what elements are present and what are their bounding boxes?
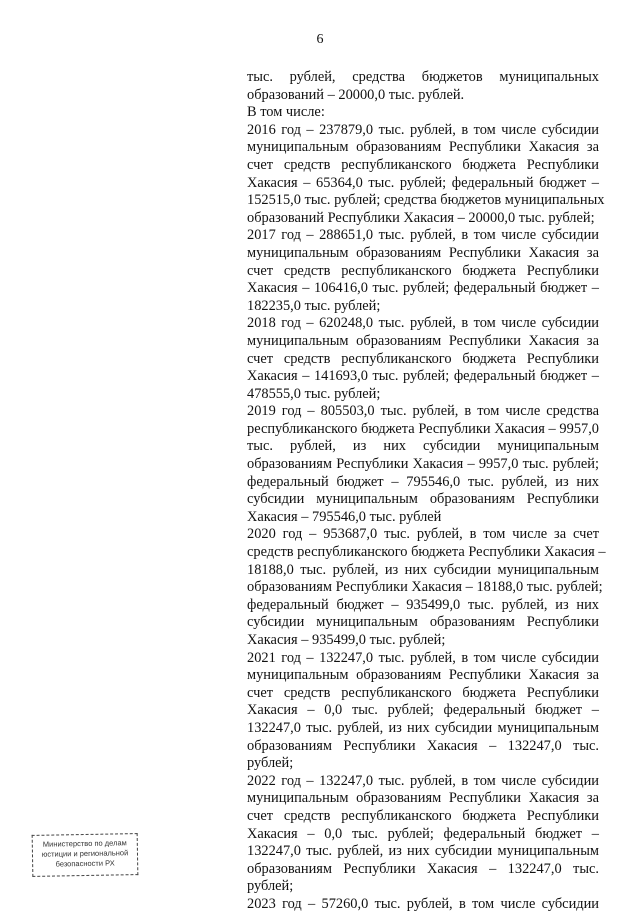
text-line: 2023 год – 57260,0 тыс. рублей, в том числе субсидии <box>247 895 599 912</box>
stamp-line: юстиции и региональной <box>41 848 129 859</box>
text-line: образованиям Республики Хакасия – 9957,0 тыс. рублей; <box>247 456 599 473</box>
registration-stamp <box>32 833 139 877</box>
text-line: 182235,0 тыс. рублей; <box>247 297 381 314</box>
text-line: муниципальным образованиям Республики Хакасия за <box>247 667 599 684</box>
document-body <box>247 69 606 914</box>
text-line: средств республиканского бюджета Республики Хакасия – <box>247 544 606 561</box>
text-line: тыс. рублей, средства бюджетов муниципальных <box>247 69 599 85</box>
text-line: тыс. рублей, из них субсидии муниципальным <box>247 438 599 455</box>
text-line: 2018 год – 620248,0 тыс. рублей, в том числе субсидии <box>247 315 599 332</box>
stamp-line: безопасности РХ <box>55 858 115 869</box>
text-line: муниципальным образованиям Республики Хакасия за <box>247 244 599 261</box>
text-line: муниципальным образованиям Республики Хакасия за <box>247 790 599 807</box>
text-line: Хакасия – 141693,0 тыс. рублей; федеральный бюджет – <box>247 368 599 385</box>
text-line: 2022 год – 132247,0 тыс. рублей, в том числе субсидии <box>247 772 599 789</box>
text-line: Хакасия – 106416,0 тыс. рублей; федеральный бюджет – <box>247 280 599 297</box>
text-line: образованиям Республики Хакасия – 132247,0 тыс. <box>247 860 599 877</box>
text-line: 2020 год – 953687,0 тыс. рублей, в том числе за счет <box>247 526 599 543</box>
text-line: 132247,0 тыс. рублей, из них субсидии муниципальным <box>247 843 599 860</box>
text-line: 2019 год – 805503,0 тыс. рублей, в том числе средства <box>247 403 599 420</box>
text-line: республиканского бюджета Республики Хакасия – 9957,0 <box>247 420 599 437</box>
text-line: счет средств республиканского бюджета Республики <box>247 807 599 824</box>
text-line: 18188,0 тыс. рублей, из них субсидии муниципальным <box>247 561 599 578</box>
text-line: образованиям Республики Хакасия – 18188,0 тыс. рублей; <box>247 579 603 596</box>
text-line: рублей; <box>247 755 294 772</box>
text-line: Хакасия – 65364,0 тыс. рублей; федеральный бюджет – <box>247 174 599 191</box>
text-line: субсидии муниципальным образованиям Республики <box>247 614 599 631</box>
text-line: образованиям Республики Хакасия – 132247,0 тыс. <box>247 737 599 754</box>
text-line: 152515,0 тыс. рублей; средства бюджетов муниципальных <box>247 192 605 209</box>
text-line: счет средств республиканского бюджета Республики <box>247 156 599 173</box>
text-line: счет средств республиканского бюджета Республики <box>247 262 599 279</box>
text-line: муниципальным образованиям Республики Хакасия за <box>247 139 599 156</box>
text-line: образований Республики Хакасия – 20000,0 тыс. рублей; <box>247 209 595 226</box>
text-line: 2016 год – 237879,0 тыс. рублей, в том числе субсидии <box>247 121 599 138</box>
text-line: В том числе: <box>247 104 325 121</box>
text-line: счет средств республиканского бюджета Республики <box>247 350 599 367</box>
text-line: 478555,0 тыс. рублей; <box>247 385 381 402</box>
text-line: федеральный бюджет – 935499,0 тыс. рублей, из них <box>247 596 599 613</box>
stamp-line: Министерство по делам <box>42 838 127 849</box>
text-line: Хакасия – 795546,0 тыс. рублей <box>247 508 442 525</box>
text-line: субсидии муниципальным образованиям Республики <box>247 491 599 508</box>
text-line: счет средств республиканского бюджета Республики <box>247 684 599 701</box>
text-line: федеральный бюджет – 795546,0 тыс. рублей, из них <box>247 473 599 490</box>
text-line: Хакасия – 935499,0 тыс. рублей; <box>247 632 446 648</box>
text-line: Хакасия – 0,0 тыс. рублей; федеральный бюджет – <box>247 702 599 719</box>
text-line: рублей; <box>247 878 294 895</box>
page-number: 6 <box>316 32 324 47</box>
text-line: 2021 год – 132247,0 тыс. рублей, в том числе субсидии <box>247 649 599 666</box>
text-line: 2017 год – 288651,0 тыс. рублей, в том числе субсидии <box>247 227 599 244</box>
text-line: образований – 20000,0 тыс. рублей. <box>247 86 465 103</box>
text-line: 132247,0 тыс. рублей, из них субсидии муниципальным <box>247 719 599 736</box>
text-line: Хакасия – 0,0 тыс. рублей; федеральный бюджет – <box>247 825 599 842</box>
text-line: муниципальным образованиям Республики Хакасия за <box>247 332 599 349</box>
